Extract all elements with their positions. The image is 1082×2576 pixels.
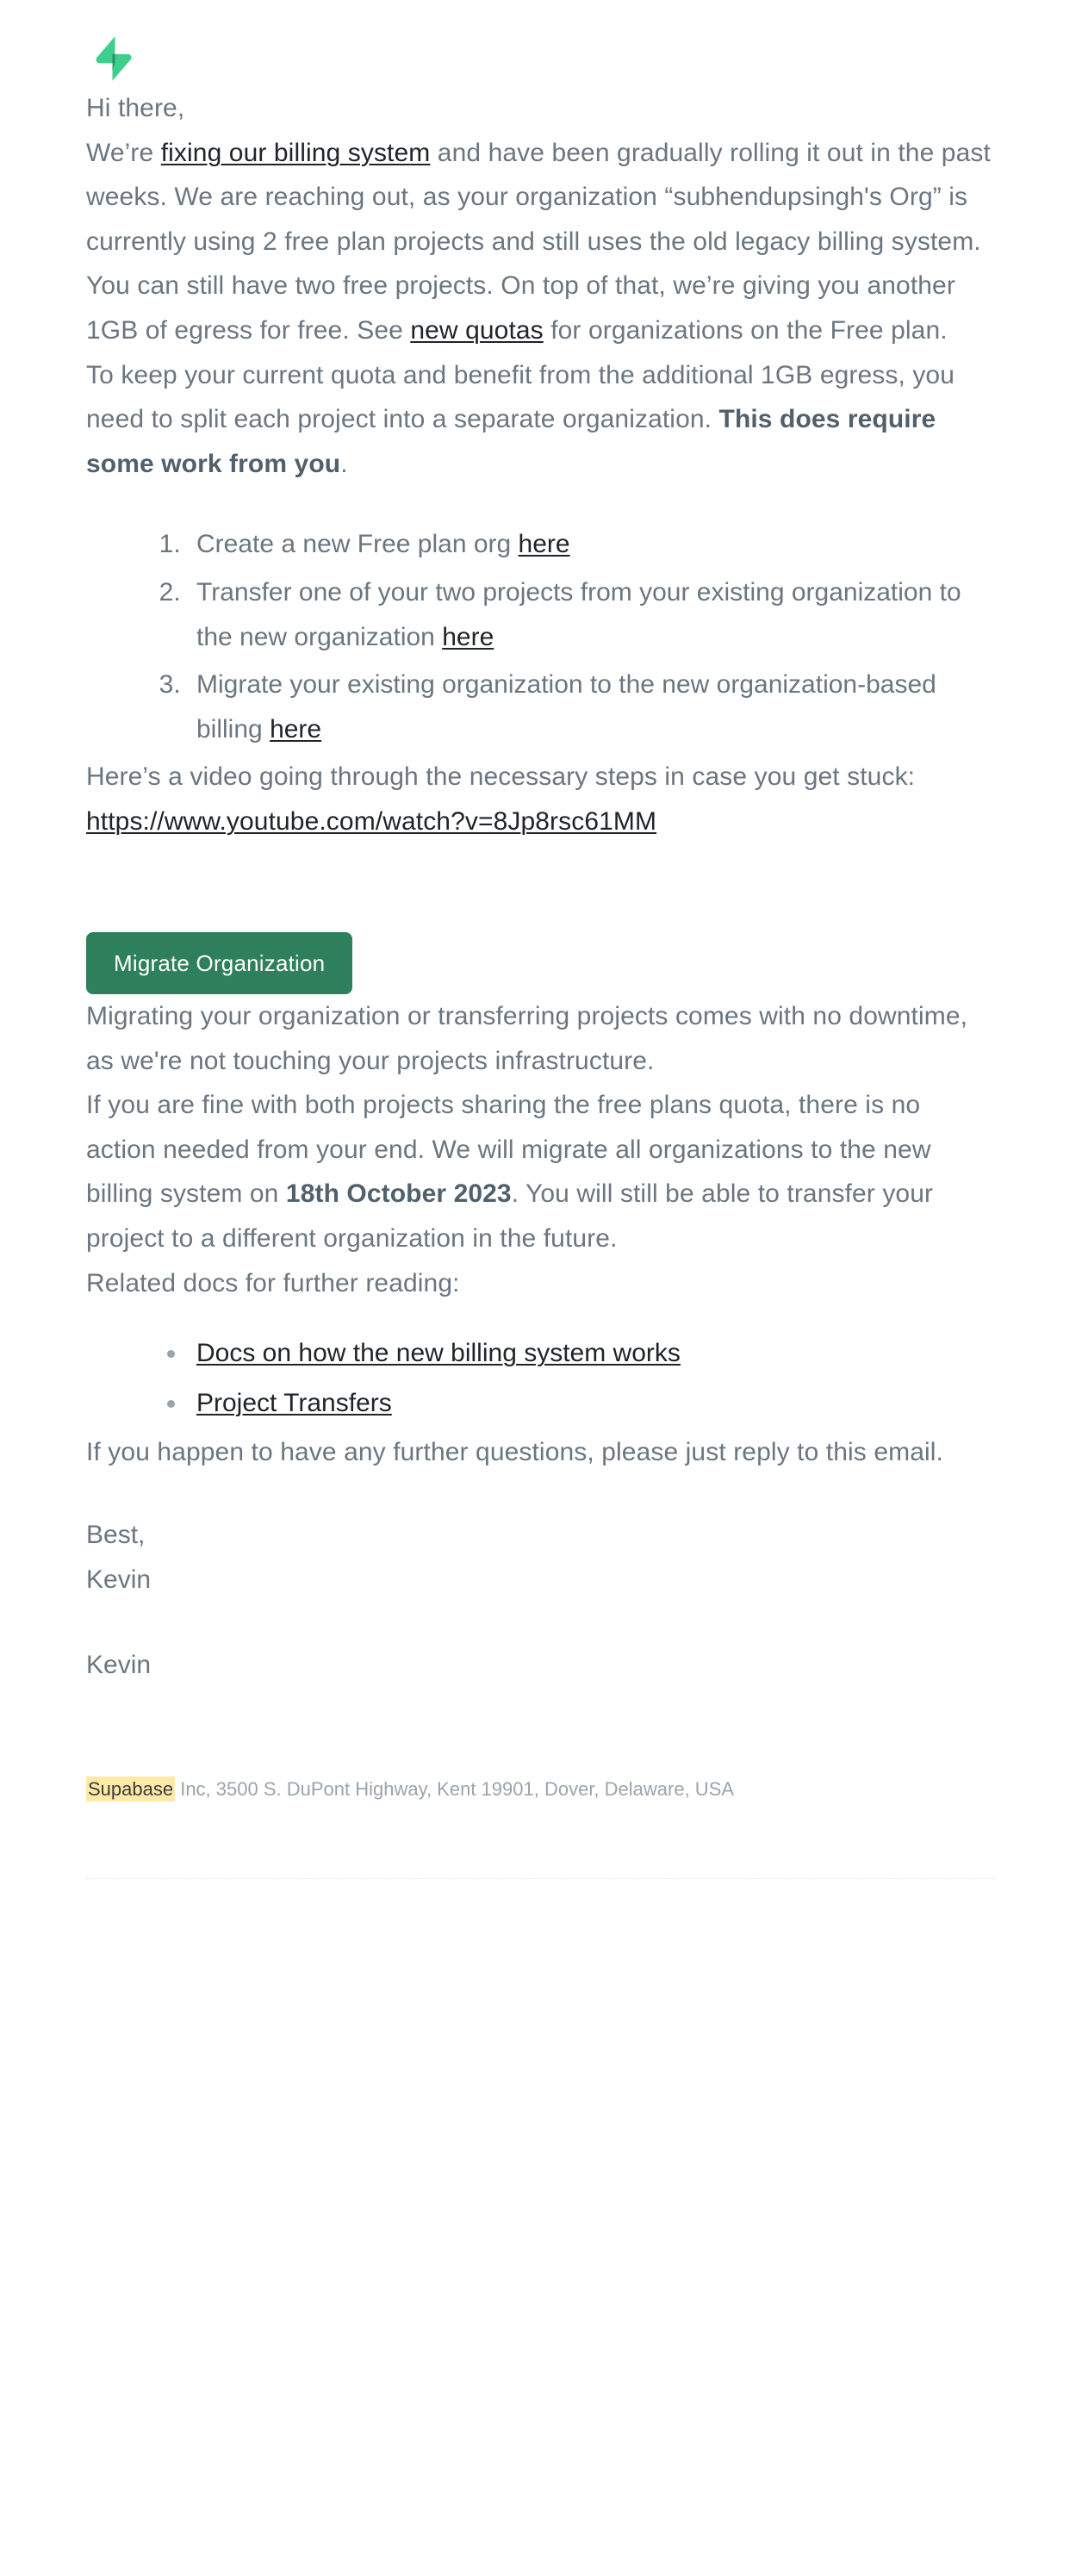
link-migrate-billing-here[interactable]: here: [270, 714, 322, 744]
list-item: [188, 663, 996, 751]
related-docs-list: [86, 1331, 996, 1425]
paragraph-free-projects: [86, 264, 996, 352]
para5-before: If you are fine with both projects sharing the free plans quota, there is no action needed from your end. We will migrate all organizations to the new billing system on: [86, 1091, 931, 1209]
video-intro-text: Here’s a video going through the necessary steps in case you get stuck:: [86, 762, 916, 792]
email-footer: [0, 1688, 1082, 2060]
emphasis-migration-date: 18th October 2023: [285, 1179, 512, 1209]
list-item: [188, 570, 996, 659]
link-new-quotas[interactable]: new quotas: [410, 315, 544, 345]
signoff-text: Best,: [86, 1521, 146, 1550]
signature-block: [86, 1513, 996, 1602]
footer-address-line: [86, 1774, 996, 1804]
email-content-lower: [0, 994, 1082, 1688]
link-create-free-plan-org-here[interactable]: here: [518, 530, 570, 559]
para3-after: .: [340, 449, 348, 478]
list-item: [188, 1381, 996, 1426]
link-youtube-tutorial[interactable]: https://www.youtube.com/watch?v=8Jp8rsc61MM: [86, 806, 657, 836]
list-item: [188, 522, 996, 567]
paragraph-split-projects: [86, 353, 996, 487]
signature-name: Kevin: [86, 1651, 152, 1680]
para2-before: You can still have two free projects. On top of that, we’re giving you another 1GB of egress for free. See: [86, 271, 955, 345]
migration-steps-list: [86, 522, 996, 751]
link-transfer-project-here[interactable]: here: [442, 622, 494, 651]
para2-after: for organizations on the Free plan.: [543, 315, 948, 345]
link-docs-new-billing-system[interactable]: Docs on how the new billing system works: [196, 1339, 681, 1368]
step1-before: Create a new Free plan org: [196, 530, 519, 559]
paragraph-migration-date: [86, 1083, 996, 1260]
paragraph-related-docs-intro: Related docs for further reading:: [86, 1268, 460, 1297]
paragraph-further-questions: If you happen to have any further questions, please just reply to this email.: [86, 1438, 943, 1467]
cta-row: [0, 844, 1082, 995]
footer-address-text: Inc, 3500 S. DuPont Highway, Kent 19901, Dover, Delaware, USA: [175, 1777, 735, 1800]
emphasis-requires-work: This does require some work from you: [86, 405, 936, 478]
para3-before: To keep your current quota and benefit from the additional 1GB egress, you need to split each project into a separate organization.: [86, 360, 955, 434]
migrate-organization-button[interactable]: Migrate Organization: [86, 932, 352, 995]
para5-after: . You will still be able to transfer your project to a different organization in the future.: [86, 1179, 934, 1254]
link-fixing-our-billing-system[interactable]: fixing our billing system: [160, 138, 431, 167]
email-content: [0, 86, 1082, 844]
signoff-name: Kevin: [86, 1565, 152, 1594]
paragraph-billing-intro: [86, 131, 996, 264]
supabase-logo-icon: [86, 31, 141, 86]
footer-brand-name: Supabase: [88, 1777, 174, 1800]
link-project-transfers[interactable]: Project Transfers: [196, 1388, 392, 1417]
greeting-text: Hi there,: [86, 94, 185, 122]
brand-logo-block: [0, 0, 1082, 86]
step2-before: Transfer one of your two projects from your existing organization to the new organization: [196, 577, 961, 651]
para1-after: and have been gradually rolling it out in the past weeks. We are reaching out, as your organization “subhendupsingh's Org” is currently using 2 free plan projects and still uses the old legacy billing system.: [86, 138, 991, 256]
step3-before: Migrate your existing organization to the new organization-based billing: [196, 670, 936, 744]
paragraph-no-downtime: Migrating your organization or transferring projects comes with no downtime, as we're not touching your projects infrastructure.: [86, 1002, 968, 1075]
para1-before: We’re: [86, 138, 161, 167]
list-item: [188, 1331, 996, 1376]
footer-tail-space: [86, 1879, 996, 2060]
paragraph-video-intro: [86, 755, 996, 843]
